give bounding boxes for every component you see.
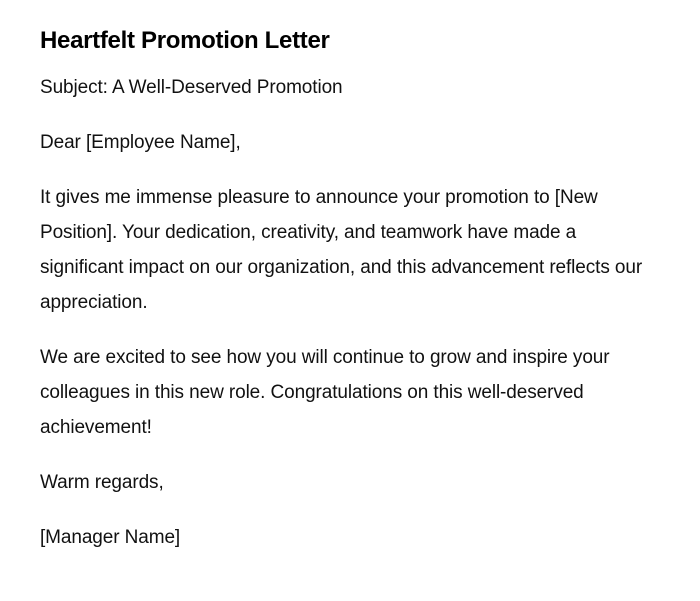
letter-subject: Subject: A Well-Deserved Promotion <box>40 77 343 98</box>
letter-body-paragraph-1: It gives me immense pleasure to announce your promotion to [New Position]. Your dedication, creativity, and teamwork have made a significant impact on our organization, and this advancement reflects our appreciation. <box>40 187 643 313</box>
letter-closing: Warm regards, <box>40 472 164 493</box>
letter-salutation: Dear [Employee Name], <box>40 132 241 153</box>
letter-signature: [Manager Name] <box>40 527 181 548</box>
letter-body-paragraph-2: We are excited to see how you will continue to grow and inspire your colleagues in this new role. Congratulations on this well-deserved achievement! <box>40 347 610 438</box>
letter-title: Heartfelt Promotion Letter <box>40 27 330 54</box>
